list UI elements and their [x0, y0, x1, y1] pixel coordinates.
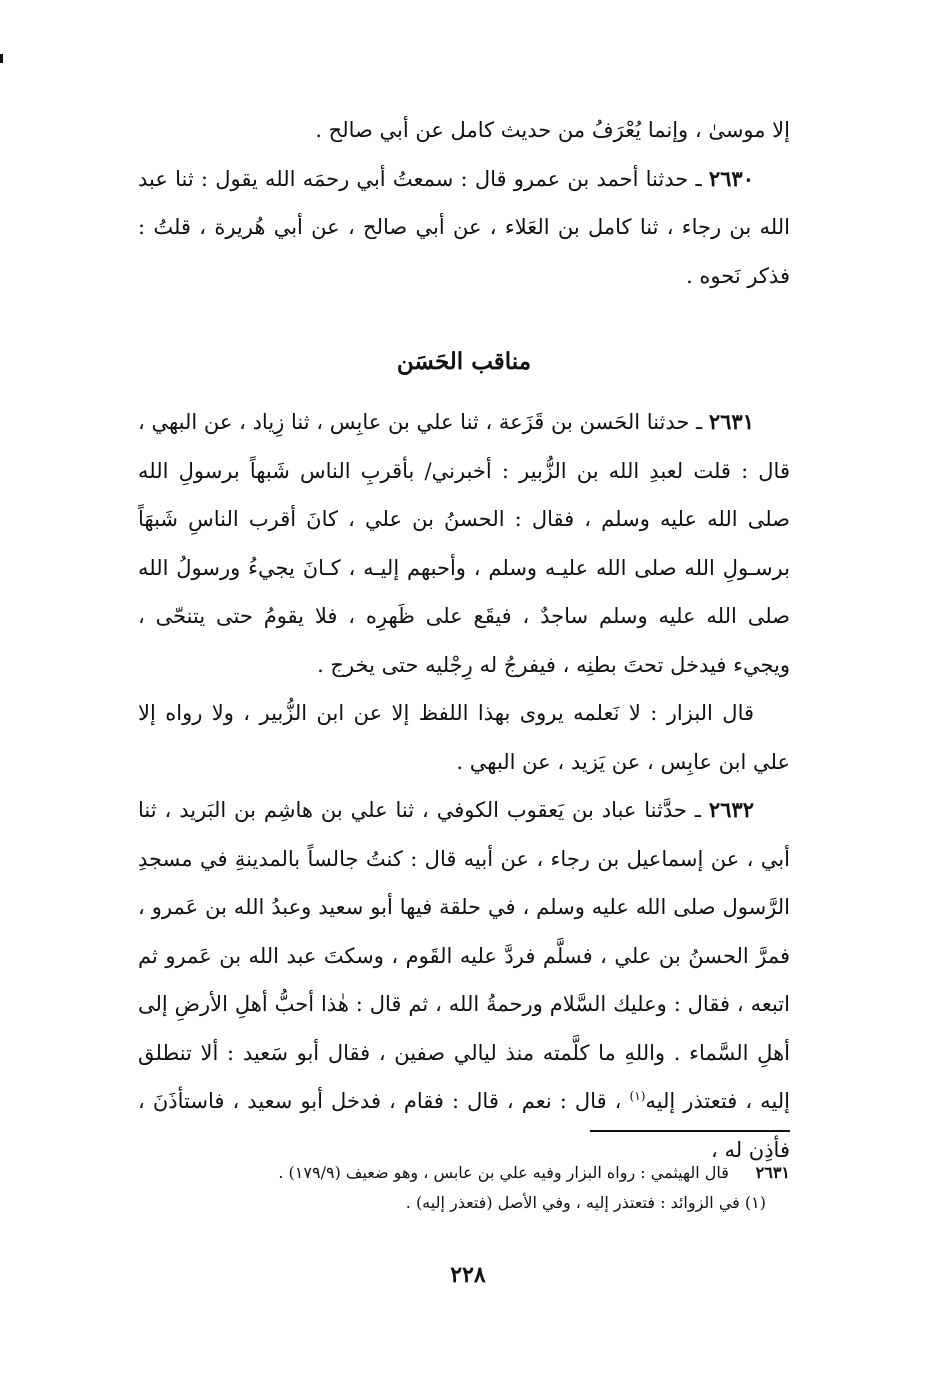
- footnote-text: قال الهيثمي : رواه البزار وفيه علي بن عابس ، وهو ضعيف (١٧٩/٩) .: [278, 1163, 729, 1182]
- section-title: مناقب الحَسَن: [396, 348, 532, 375]
- main-text-block: [138, 398, 790, 1174]
- footnote-item: [138, 1188, 790, 1218]
- page-number: ٢٢٨: [450, 1262, 486, 1288]
- hadith-2630: [138, 155, 790, 301]
- hadith-text: ـ حدثنا الحَسن بن قَزَعة ، ثنا علي بن عابِس ، ثنا زِياد ، عن البهي ، قال : قلت لعبدِ الله بن الزُّبير : أخبرني/ بأقربِ الناس شَبهاً برسولِ الله صلى الله عليه وسلم ، فقال : الحسنُ بن علي ، كانَ أقرب الناسِ شَبهَاً برسـولِ الله صلى الله عليـه وسلم ، وأحبهم إليـه ، كـانَ يجيءُ ورسولُ الله صلى الله عليه وسلم ساجدٌ ، فيقَع على ظَهرِه ، فلا يقومُ حتى يتنحّى ، ويجيء فيدخل تحتَ بطنِه ، فيفرجُ له رِجْليه حتى يخرج .: [138, 410, 790, 677]
- hadith-text: ـ حدَّثنا عباد بن يَعقوب الكوفي ، ثنا علي بن هاشِم بن البَريد ، ثنا أبي ، عن إسماعيل بن رجاء ، عن أبيه قال : كنتُ جالساً بالمدينةِ في مسجدِ الرَّسول صلى الله عليه وسلم ، في حلقة فيها أبو سعيد وعبدُ الله بن عَمرو ، فمرَّ الحسنُ بن علي ، فسلَّم فردَّ عليه القَوم ، وسكتَ عبد الله بن عَمرو ثم اتبعه ، فقال : وعليك السَّلام ورحمةُ الله ، ثم قال : هٰذا أحبُّ أهلِ الأرضِ إلى أهلِ السَّماء . واللهِ ما كلَّمته منذ ليالي صفين ، فقال أبو سَعيد : ألا تنطلق إليه ، فتعتذر إليه: [138, 798, 791, 1113]
- footnotes: [138, 1158, 790, 1218]
- hadith-text: ـ حدثنا أحمد بن عمرو قال : سمعتُ أبي رحمَه الله يقول : ثنا عبد الله بن رجاء ، ثنا كامل بن العَلاء ، عن أبي صالح ، عن أبي هُريرة ، قلتُ : فذكر نَحوه .: [138, 166, 790, 288]
- footnote-ref: ٢٦٣١: [755, 1163, 790, 1182]
- footnote-item: [138, 1158, 790, 1188]
- top-text-block: [138, 106, 790, 300]
- hadith-number: ٢٦٣٢: [708, 797, 754, 822]
- footnote-ref: (١): [744, 1193, 766, 1212]
- footnote-text: في الزوائد : فتعتذر إليه ، وفي الأصل (فتعذر إليه) .: [405, 1193, 740, 1212]
- continuation-line: إلا موسىٰ ، وإنما يُعْرَفُ من حديث كامل عن أبي صالح .: [315, 118, 790, 142]
- hadith-number: ٢٦٣١: [708, 409, 754, 434]
- hadith-2631: [138, 398, 790, 689]
- footnote-marker: (١): [629, 1089, 646, 1103]
- hadith-number: ٢٦٣٠: [708, 165, 754, 191]
- bazzar-note: قال البزار : لا نَعلمه يروى بهذا اللفظ إلا عن ابن الزُّبير ، ولا رواه إلا علي ابن عابِس ، عن يَزيد ، عن البهي .: [138, 701, 790, 774]
- footnote-separator: [590, 1130, 790, 1132]
- hadith-text-continued: ، قال : نعم ، قال : فقام ، فدخل أبو سعيد ، فاستأذَنَ ، فأذِن له ،: [138, 1089, 790, 1162]
- page-edge-mark: [0, 54, 3, 63]
- hadith-2632: [138, 786, 790, 1174]
